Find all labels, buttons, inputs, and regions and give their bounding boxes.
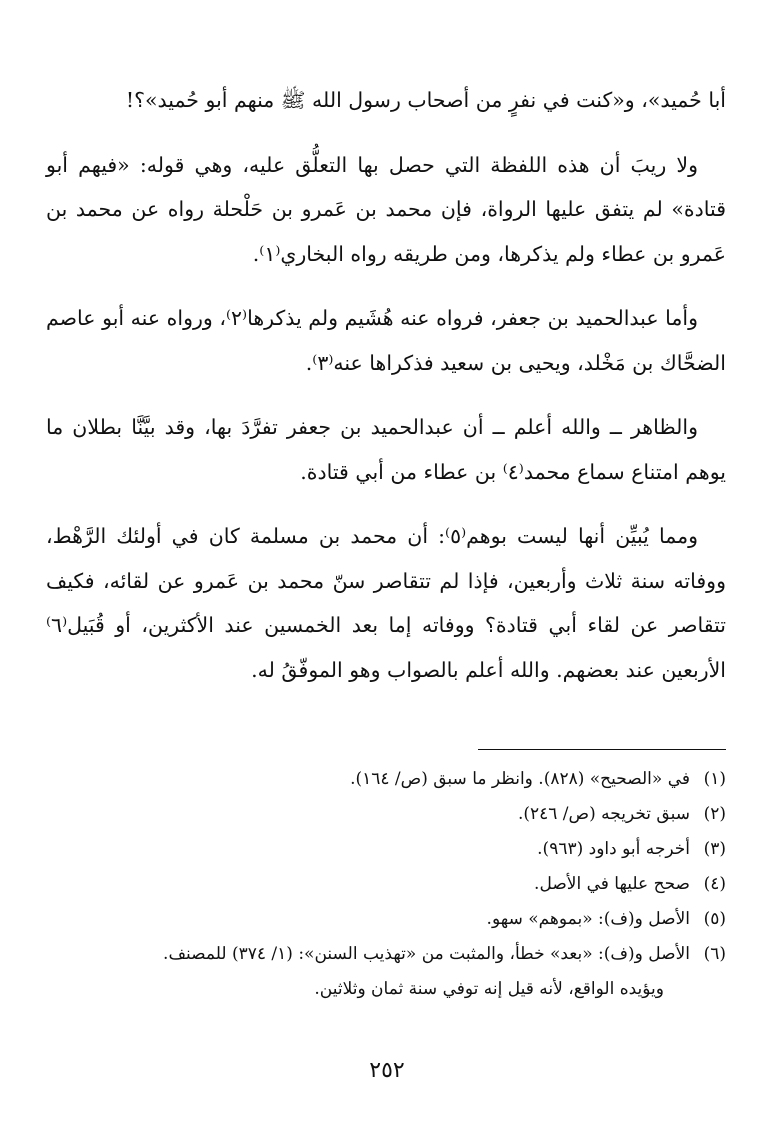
- paragraph-2: ولا ريبَ أن هذه اللفظة التي حصل بها التعلُّق عليه، وهي قوله: «فيهم أبو قتادة» لم يتفق عليها الرواة، فإن محمد بن عَمرو بن حَلْحلة رواه عن محمد بن عَمرو بن عطاء ولم يذكرها، ومن طريقه رواه البخاري⁽١⁾.: [46, 152, 726, 266]
- footnote-number: (٣): [703, 839, 726, 859]
- footnote-number: (١): [703, 769, 726, 789]
- footnote-number: (٥): [703, 909, 726, 929]
- footnote-3: [36, 832, 726, 867]
- footnote-text: في «الصحيح» (٨٢٨). وانظر ما سبق (ص/ ١٦٤).: [350, 769, 690, 789]
- footnote-text: أخرجه أبو داود (٩٦٣).: [537, 839, 690, 859]
- footnote-number: (٤): [703, 874, 726, 894]
- footnote-text: الأصل و(ف): «بعد» خطأ، والمثبت من «تهذيب السنن»: (١/ ٣٧٤) للمصنف.: [163, 944, 690, 964]
- footnote-text: سبق تخريجه (ص/ ٢٤٦).: [517, 804, 690, 824]
- footnote-4: [36, 867, 726, 902]
- paragraph-5: ومما يُبيِّن أنها ليست بوهم⁽٥⁾: أن محمد بن مسلمة كان في أولئك الرَّهْط، ووفاته سنة ثلاث وأربعين، فإذا لم تتقاصر سنّ محمد بن عَمرو عن لقائه، فكيف تتقاصر عن لقاء أبي قتادة؟ ووفاته إما بعد الخمسين عند الأكثرين، أو قُبَيل⁽٦⁾ الأربعين عند بعضهم. والله أعلم بالصواب وهو الموفّقُ له.: [46, 524, 726, 682]
- footnote-6: [36, 937, 726, 972]
- footnote-text: صحح عليها في الأصل.: [534, 874, 690, 894]
- footnote-separator: [478, 749, 726, 750]
- main-text: [46, 78, 726, 712]
- paragraph-3: وأما عبدالحميد بن جعفر، فرواه عنه هُشَيم ولم يذكرها⁽٢⁾، ورواه عنه أبو عاصم الضحَّاك بن مَخْلد، ويحيى بن سعيد فذكراها عنه⁽٣⁾.: [46, 306, 726, 375]
- footnote-5: [36, 902, 726, 937]
- footnote-1: [36, 762, 726, 797]
- footnotes: [36, 762, 726, 1007]
- paragraph-4: والظاهر ــ والله أعلم ــ أن عبدالحميد بن جعفر تفرَّدَ بها، وقد بيَّنَّا بطلان ما يوهم امتناع سماع محمد⁽٤⁾ بن عطاء من أبي قتادة.: [46, 415, 726, 484]
- page-number: ٢٥٢: [369, 1058, 405, 1083]
- footnote-2: [36, 797, 726, 832]
- footnote-6-continuation: ويؤيده الواقع، لأنه قيل إنه توفي سنة ثمان وثلاثين.: [314, 979, 664, 999]
- footnote-number: (٦): [703, 944, 726, 964]
- paragraph-1: أبا حُميد»، و«كنت في نفرٍ من أصحاب رسول الله ﷺ منهم أبو حُميد»؟!: [125, 88, 726, 112]
- footnote-number: (٢): [703, 804, 726, 824]
- footnote-text: الأصل و(ف): «بموهم» سهو.: [486, 909, 690, 929]
